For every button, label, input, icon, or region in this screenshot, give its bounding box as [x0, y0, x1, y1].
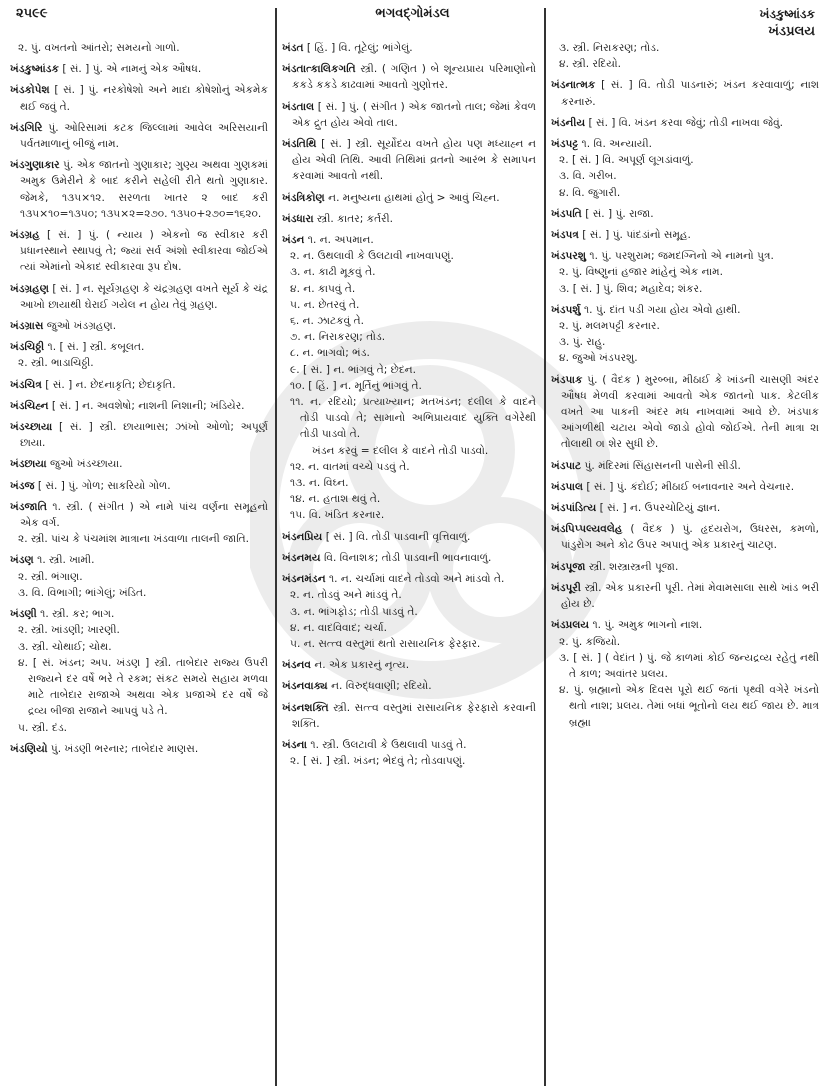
- headword: ખંડગ્રહ: [10, 229, 40, 242]
- headword: ખંડછાયા: [10, 458, 47, 471]
- definition: ૧. સ્ત્રી. ( સંગીત ) એ નામે પાંચ વર્ણના સમૂહનો એક વર્ગ.: [20, 500, 268, 530]
- definition: [ સં. ] પું. પાંદડાંનો સમૂહ.: [578, 229, 691, 242]
- dictionary-entry: [551, 77, 819, 109]
- headword: ખંડચિઠ્ઠી: [10, 341, 45, 354]
- dictionary-columns: [0, 40, 825, 1086]
- guide-words: [760, 6, 815, 40]
- definition: [ સં. ] વિ. તોડી પાડનારું; ખંડન કરવાવાળું; નાશ કરનારું.: [561, 79, 819, 108]
- sense-line: ૨. પું. કજિયો.: [559, 635, 621, 648]
- definition: જુઓ ખંડગ્રહણ.: [43, 320, 117, 333]
- definition: પું. ( વૈદક ) મુરબ્બા, મીઠાઈ કે ખાંડની ચાસણી અંદર ઔષધ મેળવી કરવામાં આવતો એક જાતનો પાક. કેટલીક વખતે આ પાકની અંદર મધ નાખવામાં આવે છે. ખંડપાક આંગળીથી ચટાય એવો જાડો હોવો જોઈએ. તેની માત્રા ૨ા તોલાથી ૦। શેર સુધી છે.: [561, 373, 819, 451]
- headword: ખંડગ્રહણ: [10, 282, 50, 295]
- definition: સ્ત્રી. શસ્ત્રાસ્ત્રની પૂજા.: [585, 560, 679, 573]
- dictionary-entry: [10, 398, 268, 414]
- dictionary-entry: [282, 190, 536, 206]
- definition: ૧. પું. પરશુરામ; જમદગ્નિનો એ નામનો પુત્ર.: [586, 250, 774, 263]
- dictionary-entry: [10, 606, 268, 622]
- dictionary-entry: [282, 61, 536, 93]
- sense-line: ૧૩. ન. વિઘ્ન.: [290, 477, 349, 490]
- dictionary-entry: [551, 115, 819, 131]
- definition: સ્ત્રી. ( ગણિત ) બે શૂન્યપ્રાય પરિમાણોનો કકડે કકડે કાઢવામાં આવતો ગુણોત્તર.: [292, 63, 536, 92]
- headword: ખંડન: [282, 234, 305, 247]
- sense-line: ૩. વિ. વિભાગી; ભાંગેલું; ખંડિત.: [18, 586, 147, 599]
- definition: [ સં. ] ન. ઉપરચોટિયું જ્ઞાન.: [596, 502, 721, 515]
- sense-line: ૩. ન. ભાંગફોડ; તોડી પાડવું તે.: [290, 605, 418, 618]
- sense-line: ૧૪. ન. હતાશ થવું તે.: [290, 493, 381, 506]
- column-2: [282, 40, 542, 1086]
- definition: વિ. વિનાશક; તોડી પાડવાની ભાવનાવાળું.: [320, 551, 492, 564]
- definition: [ સં. ] વિ. ખંડન કરવા જેવું; તોડી નાખવા જેવું.: [585, 116, 784, 129]
- sense-line: ૪. પું. બ્રહ્માનો એક દિવસ પૂરો થઈ જતાં પૃથ્વી વગેરે ખંડનો થતો નાશ; પ્રલય. તેમાં બધાં ભૂતોનો લય થઈ જાય છે. માત્ર બ્રહ્મા: [559, 684, 819, 729]
- headword: ખંડપતિ: [551, 207, 582, 220]
- dictionary-entry: [10, 82, 268, 114]
- definition: [ સં. ] ન. અવશેષો; નાશની નિશાની; ખંડિયેર.: [48, 399, 245, 412]
- sense-line: ૨. સ્ત્રી. પાંચ કે પંચમાંશ માત્રાના ખંડવાળા તાલની જાતિ.: [18, 533, 250, 546]
- sense-line: ૨. પું. વિષ્ણુનાં હજાર માંહેનું એક નામ.: [559, 266, 723, 279]
- dictionary-entry: [10, 120, 268, 152]
- definition: પું. એક જાતનો ગુણાકાર; ગુણ્ય અથવા ગુણકમાં અમુક ઉમેરીને કે બાદ કરીને સહેલી રીતે થતો ગુણાકાર. જેમકે, ૧૩૫×૧૨. સરળતા ખાતર ૨ બાદ કરી ૧૩૫×૧૦=૧૩૫૦; ૧૩૫×૨=૨૭૦. ૧૩૫૦+૨૭૦=૧૬૨૦.: [20, 159, 268, 220]
- sense-line: ૨. ન. ઉથલાવી કે ઉલટાવી નાખવાપણું.: [290, 250, 454, 263]
- definition: ( વૈદક ) પું. હૃદયરોગ, ઉધરસ, કમળો, પાંડુરોગ અને કોઢ ઉપર અપાતું એક પ્રકારનું ચાટણ.: [561, 523, 819, 552]
- sense-line: ૧૨. ન. વાતમાં વચ્ચે પડવું તે.: [290, 460, 410, 473]
- sense-line: ૬. ન. ઝાટકવું તે.: [290, 315, 364, 328]
- headword: ખંડચિત્ર: [10, 378, 42, 391]
- dictionary-entry: [282, 678, 536, 694]
- headword: ખંડગ્રાસ: [10, 320, 44, 333]
- dictionary-entry: [10, 227, 268, 276]
- dictionary-entry: [551, 206, 819, 222]
- definition: જુઓ ખંડચ્છાયા.: [46, 458, 123, 471]
- definition: સ્ત્રી. સત્ત્વ વસ્તુમાં રાસાયનિક ફેરફારો કરવાની શક્તિ.: [292, 701, 536, 730]
- sense-line: ૩. [ સં. ] પું. શિવ; મહાદેવ; શંકર.: [559, 282, 703, 295]
- sense-line: ૩. [ સં. ] ( વેદાંત ) પું. જે કાળમાં કોઈ જન્યદ્રવ્ય રહેતું નથી તે કાળ; અવાંતર પ્રલય.: [559, 651, 819, 680]
- headword: ખંડકોપેશ: [10, 84, 50, 97]
- sense-line: ૪. [ સં. ખંડન; અપ. ખંડણ ] સ્ત્રી. તાબેદાર રાજ્ય ઉપરી રાજ્યને દર વર્ષે ભરે તે રકમ; સંકટ સમયે સહાય મળવા માટે તાબેદાર રાજાએ અથવા એક પ્રજાએ દર વર્ષે જે દ્રવ્ય બીજા રાજાને આપવું પડે તે.: [18, 656, 268, 718]
- sense-line: ૧૦. [ હિં. ] ન. મૂર્તિનું ભાંગવું તે.: [290, 379, 422, 392]
- dictionary-entry: [10, 419, 268, 451]
- sense-line: ૨. સ્ત્રી. ખાંડણી; ખારણી.: [18, 624, 120, 637]
- definition: ન. વિરુદ્ધવાણી; રદિયો.: [327, 680, 432, 693]
- headword: ખંડપાટ: [551, 459, 582, 472]
- headword: ખંડપાક: [551, 373, 583, 386]
- headword: ખંડતાલ: [282, 100, 315, 113]
- headword: ખંડકુષ્માંડક: [10, 63, 59, 76]
- sense-line: ૪. જુઓ ખંડપરશુ.: [559, 352, 638, 365]
- dictionary-entry: [10, 741, 268, 757]
- column-3: [551, 40, 819, 1086]
- dictionary-entry: [10, 61, 268, 77]
- headword: ખંડજાતિ: [10, 500, 48, 513]
- sense-line: ૫. ન. સત્ત્વ વસ્તુમાં થતો રાસાયનિક ફેરફાર.: [290, 637, 481, 650]
- headword: ખંડજ: [10, 479, 35, 492]
- headword: ખંડણી: [10, 608, 37, 621]
- dictionary-entry: [10, 456, 268, 472]
- definition: ૧. સ્ત્રી. ખામી.: [33, 554, 95, 567]
- definition: ૧. વિ. અન્યાયી.: [578, 138, 653, 151]
- definition: [ સં. ] પું. એ નામનું એક ઔષધ.: [58, 63, 202, 76]
- dictionary-entry: [282, 571, 536, 587]
- headword: ખંડતાત્કાલિકગતિ: [282, 63, 356, 76]
- headword: ખંડનાત્મક: [551, 79, 596, 92]
- definition: [ સં. ] પું. ( ન્યાય ) એકનો જ સ્વીકાર કરી પ્રધાનસ્થાને સ્થાપવું તે; જ્યાં સર્વ અંશો સ્વીકારવા જોઈએ ત્યાં એમાંનો એકાદ સ્વીકારવા રૂપ દોષ.: [20, 229, 268, 274]
- dictionary-entry: [10, 478, 268, 494]
- sense-line: ૩. ન. કાઢી મૂકવું તે.: [290, 266, 376, 279]
- sense-line: ૨. પું. વખતનો આંતરો; સમયનો ગાળો.: [18, 42, 180, 54]
- headword: ખંડનવ: [282, 659, 312, 672]
- definition: ૧. સ્ત્રી. ઉલટાવી કે ઉથલાવી પાડવું તે.: [307, 738, 467, 751]
- dictionary-entry: [10, 281, 268, 313]
- dictionary-entry: [282, 737, 536, 753]
- dictionary-entry: [282, 550, 536, 566]
- definition: સ્ત્રી. કાતર; કર્તરી.: [313, 212, 394, 225]
- headword: ખંડપટ્ટ: [551, 138, 579, 151]
- headword: ખંડપૂરી: [551, 581, 581, 594]
- dictionary-entry: [551, 248, 819, 264]
- definition: પું. ખંડણી ભરનાર; તાબેદાર માણસ.: [47, 742, 199, 755]
- dictionary-entry: [551, 580, 819, 612]
- sense-line: ૩. પું. રાહુ.: [559, 336, 606, 349]
- dictionary-entry: [551, 227, 819, 243]
- definition: ન. એક પ્રકારનું નૃત્ય.: [311, 659, 410, 672]
- sense-line: ૪. ન. કાપવું તે.: [290, 282, 356, 295]
- dictionary-entry: [10, 339, 268, 355]
- headword: ખંડચિહ્ન: [10, 399, 49, 412]
- definition: ન. મનુષ્યના હાથમાં હોતું > આવું ચિહ્ન.: [324, 191, 500, 204]
- sense-line: ૯. [ સં. ] ન. ભાંગવું તે; છેદન.: [290, 363, 417, 376]
- dictionary-entry: [282, 700, 536, 732]
- sense-line: ૨. [ સં. ] વિ. અપૂર્ણ લૂગડાંવાળું.: [559, 154, 694, 167]
- headword: ખંડના: [282, 738, 308, 751]
- guide-word-first: ખંડકુષ્માંડક: [759, 7, 815, 21]
- definition: સ્ત્રી. એક પ્રકારની પૂરી. તેમાં મેવામસાલા સાથે ખાંડ ભરી હોય છે.: [561, 581, 819, 611]
- headword: ખંડનીય: [551, 116, 586, 129]
- sense-line: ૨. ન. તોડવું અને માંડવું તે.: [290, 589, 402, 602]
- headword: ખંડતિથિ: [282, 138, 317, 151]
- dictionary-entry: [551, 500, 819, 516]
- definition: પું. મંદિરમાં સિંહાસનની પાસેની સીડી.: [581, 459, 741, 472]
- headword: ખંડનપ્રિય: [282, 530, 323, 543]
- headword: ખંડણિયો: [10, 742, 48, 755]
- headword: ખંડપૂજા: [551, 560, 586, 573]
- definition: [ સં. ] પું. કંદોઈ; મીઠાઈ બનાવનાર અને વેચનાર.: [583, 480, 795, 493]
- dictionary-entry: [282, 99, 536, 131]
- sense-line: ૨. પું. મલમપટ્ટી કરનાર.: [559, 320, 660, 333]
- dictionary-entry: [10, 377, 268, 393]
- dictionary-entry: [10, 552, 268, 568]
- sense-line: ૧૧. ન. રદિયો; પ્રત્યાખ્યાન; મતખંડન; દલીલ કે વાદને તોડી પાડવો તે; સામાનો અભિપ્રાયવાદ યુક્તિ વગેરેથી તોડી પાડવો તે.: [290, 396, 536, 441]
- sense-line: ૨. સ્ત્રી. ભાડાચિઠ્ઠી.: [18, 357, 94, 370]
- dictionary-entry: [282, 529, 536, 545]
- definition: [ સં. ] ન. છેદનાકૃતિ; છેદાકૃતિ.: [41, 378, 176, 391]
- dictionary-entry: [10, 157, 268, 222]
- dictionary-entry: [10, 499, 268, 531]
- definition: [ સં. ] ન. સૂર્યગ્રહણ કે ચંદ્રગ્રહણ વખતે સૂર્ય કે ચંદ્ર આખો છાયાથી ઘેરાઈ ગયેલ ન હોય તેવું ગ્રહણ.: [20, 282, 268, 311]
- dictionary-entry: [282, 232, 536, 248]
- definition: ૧. પું. દાંત પડી ગયા હોય એવો હાથી.: [580, 303, 741, 316]
- definition: [ સં. ] વિ. તોડી પાડવાની વૃત્તિવાળું.: [322, 530, 471, 543]
- headword: ખંડપાલ: [551, 480, 584, 493]
- dictionary-entry: [10, 318, 268, 334]
- definition: [ હિં. ] વિ. તૂટેલું; ભાંગેલું.: [303, 42, 413, 54]
- headword: ખંડપ્રલય: [551, 619, 590, 632]
- headword: ખંડપિપ્પલ્યવલેહ: [551, 523, 623, 536]
- sense-line: ૩. સ્ત્રી. નિરાકરણ; તોડ.: [559, 42, 660, 54]
- dictionary-entry: [551, 559, 819, 575]
- sense-line: ૮. ન. ભાગવો; ભંડ.: [290, 347, 370, 360]
- page-header: [0, 0, 825, 42]
- sense-line: ૨. [ સં. ] સ્ત્રી. ખંડન; ભેદવું તે; તોડવાપણું.: [290, 755, 466, 768]
- headword: ખંડચ્છાયા: [10, 421, 53, 434]
- dictionary-entry: [551, 617, 819, 633]
- definition: ૧. ન. ચર્ચામાં વાદને તોડવો અને માંડવો તે.: [325, 573, 505, 586]
- dictionary-entry: [282, 136, 536, 185]
- headword: ખંડનમંડન: [282, 573, 326, 586]
- sense-line: ૭. ન. નિરાકરણ; તોડ.: [290, 331, 386, 344]
- headword: ખંડત્રિકોણ: [282, 191, 325, 204]
- headword: ખંડનવાક્ય: [282, 680, 328, 693]
- dictionary-entry: [551, 521, 819, 553]
- headword: ખંડગિરિ: [10, 121, 43, 134]
- sense-line: ૩. સ્ત્રી. ચોથાઈ; ચોથ.: [18, 640, 112, 653]
- definition: [ સં. ] પું. રાજા.: [581, 207, 654, 220]
- page-number: ૨૫૯૯: [16, 6, 48, 21]
- definition: [ સં. ] સ્ત્રી. છાયાભાસ; ઝાંખો ઓળો; અપૂર્ણ છાયા.: [20, 421, 268, 450]
- dictionary-entry: [282, 657, 536, 673]
- sense-line: ૪. ન. વાદવિવાદ; ચર્ચા.: [290, 621, 388, 634]
- sense-line: ૪. સ્ત્રી. રદિયો.: [559, 58, 621, 71]
- headword: ખંડનશક્તિ: [282, 701, 329, 714]
- definition: [ સં. ] પું. ( સંગીત ) એક જાતનો તાલ; જેમાં કેવળ એક દ્રુત હોય એવો તાલ.: [292, 100, 536, 129]
- sense-line: ૫. સ્ત્રી. દંડ.: [18, 721, 67, 734]
- sense-line: ૧૫. વિ. ખંડિત કરનાર.: [290, 509, 385, 522]
- headword: ખંડપરશુ: [551, 250, 587, 263]
- sense-line: ૩. વિ. ગરીબ.: [559, 170, 617, 183]
- definition: [ સં. ] પું. ગોળ; સાકરિયો ગોળ.: [34, 479, 171, 492]
- dictionary-entry: [551, 479, 819, 495]
- headword: ખંડત: [282, 42, 304, 54]
- definition: ૧. સ્ત્રી. કર; ભાગ.: [36, 608, 115, 621]
- dictionary-entry: [551, 136, 819, 152]
- sense-line: ૫. ન. છેતરવું તે.: [290, 298, 360, 311]
- sense-line: ૪. વિ. જુગારી.: [559, 186, 621, 199]
- book-title: ભગવદ્ગોમંડલ: [375, 6, 450, 21]
- headword: ખંડધારા: [282, 212, 314, 225]
- headword: ખંડનમય: [282, 551, 321, 564]
- definition: ૧. પું. અમુક ભાગનો નાશ.: [589, 619, 703, 632]
- definition: ૧. ન. અપમાન.: [304, 234, 374, 247]
- dictionary-entry: [551, 458, 819, 474]
- dictionary-entry: [551, 372, 819, 453]
- usage-note: ખંડન કરવું = દલીલ કે વાદને તોડી પાડવો.: [312, 444, 489, 457]
- sense-line: ૨. સ્ત્રી. ભંગાણ.: [18, 570, 83, 583]
- definition: [ સં. ] સ્ત્રી. સૂર્યોદય વખતે હોય પણ મધ્યાહ્ન ન હોય એવી તિથિ. આવી તિથિમાં વ્રતનો આરંભ કે સમાપન કરવામાં આવતો નથી.: [292, 138, 536, 183]
- guide-word-last: ખંડપ્રલય: [768, 24, 815, 39]
- headword: ખંડગુણાકાર: [10, 159, 60, 172]
- dictionary-entry: [282, 40, 536, 56]
- definition: [ સં. ] પું. નરકોષેશો અને માદા કોષેશોનું એકમેક થઈ જવું તે.: [20, 84, 268, 113]
- definition: પું. ઓરિસામાં કટક જિલ્લામાં આવેલ અરિસયાની પર્વતમાળાનું બીજું નામ.: [20, 121, 268, 151]
- headword: ખંડણ: [10, 554, 34, 567]
- dictionary-entry: [551, 302, 819, 318]
- column-1: [10, 40, 274, 1086]
- headword: ખંડપાંડિત્ય: [551, 502, 597, 515]
- definition: ૧. [ સં. ] સ્ત્રી. કબૂલત.: [44, 341, 145, 354]
- headword: ખંડપત્ર: [551, 229, 579, 242]
- headword: ખંડપર્શુ: [551, 303, 581, 316]
- dictionary-entry: [282, 211, 536, 227]
